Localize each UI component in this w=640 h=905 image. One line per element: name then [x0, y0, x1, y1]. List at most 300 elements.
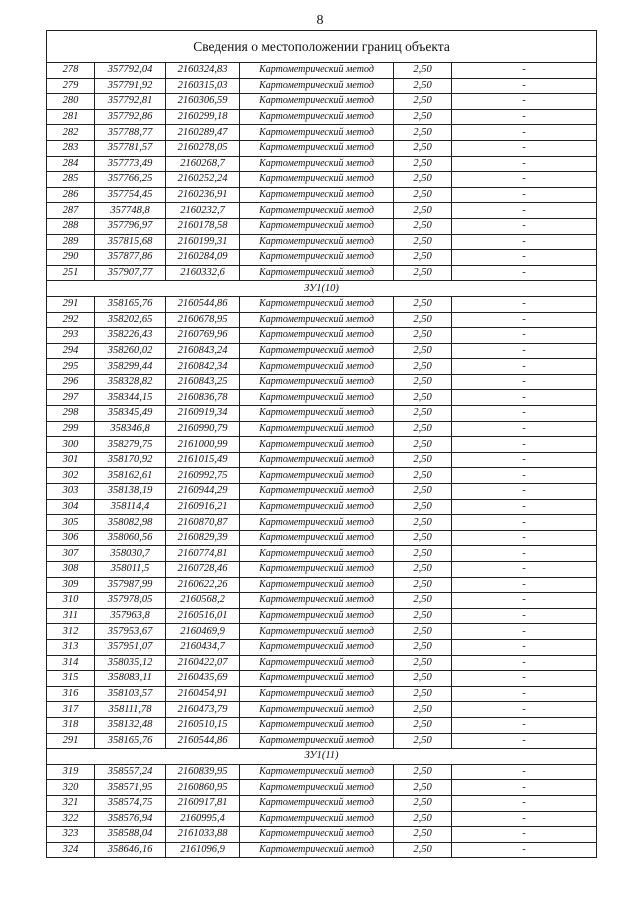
method-cell: Картометрический метод: [240, 437, 394, 453]
y-coordinate-cell: 2160232,7: [166, 203, 240, 219]
y-coordinate-cell: 2160916,21: [166, 499, 240, 515]
point-number-cell: 312: [47, 624, 95, 640]
point-number-cell: 302: [47, 468, 95, 484]
x-coordinate-cell: 358344,15: [95, 390, 166, 406]
table-row: [47, 406, 597, 422]
table-row: [47, 546, 597, 562]
y-coordinate-cell: 2160568,2: [166, 593, 240, 609]
point-number-cell: 305: [47, 515, 95, 531]
description-cell: -: [452, 764, 597, 780]
x-coordinate-cell: 358557,24: [95, 764, 166, 780]
point-number-cell: 280: [47, 94, 95, 110]
table-row: [47, 515, 597, 531]
y-coordinate-cell: 2160622,26: [166, 577, 240, 593]
method-cell: Картометрический метод: [240, 717, 394, 733]
y-coordinate-cell: 2160860,95: [166, 780, 240, 796]
x-coordinate-cell: 357773,49: [95, 156, 166, 172]
description-cell: -: [452, 733, 597, 749]
point-number-cell: 307: [47, 546, 95, 562]
y-coordinate-cell: 2160268,7: [166, 156, 240, 172]
method-cell: Картометрический метод: [240, 546, 394, 562]
method-cell: Картометрический метод: [240, 499, 394, 515]
table-title-row: [47, 31, 597, 63]
point-number-cell: 251: [47, 265, 95, 281]
point-number-cell: 283: [47, 140, 95, 156]
x-coordinate-cell: 358114,4: [95, 499, 166, 515]
accuracy-cell: 2,50: [394, 406, 452, 422]
accuracy-cell: 2,50: [394, 468, 452, 484]
method-cell: Картометрический метод: [240, 686, 394, 702]
point-number-cell: 322: [47, 811, 95, 827]
description-cell: -: [452, 421, 597, 437]
table-row: [47, 624, 597, 640]
y-coordinate-cell: 2160315,03: [166, 78, 240, 94]
point-number-cell: 297: [47, 390, 95, 406]
table-row: [47, 312, 597, 328]
point-number-cell: 285: [47, 172, 95, 188]
accuracy-cell: 2,50: [394, 842, 452, 858]
x-coordinate-cell: 358574,75: [95, 795, 166, 811]
x-coordinate-cell: 357792,86: [95, 109, 166, 125]
table-row: [47, 764, 597, 780]
method-cell: Картометрический метод: [240, 733, 394, 749]
accuracy-cell: 2,50: [394, 639, 452, 655]
x-coordinate-cell: 357978,05: [95, 593, 166, 609]
table-row: [47, 109, 597, 125]
method-cell: Картометрический метод: [240, 671, 394, 687]
y-coordinate-cell: 2160252,24: [166, 172, 240, 188]
accuracy-cell: 2,50: [394, 140, 452, 156]
x-coordinate-cell: 357907,77: [95, 265, 166, 281]
point-number-cell: 321: [47, 795, 95, 811]
description-cell: -: [452, 140, 597, 156]
point-number-cell: 295: [47, 359, 95, 375]
description-cell: -: [452, 577, 597, 593]
accuracy-cell: 2,50: [394, 795, 452, 811]
y-coordinate-cell: 2160324,83: [166, 63, 240, 79]
method-cell: Картометрический метод: [240, 702, 394, 718]
x-coordinate-cell: 358132,48: [95, 717, 166, 733]
accuracy-cell: 2,50: [394, 624, 452, 640]
table-row: [47, 484, 597, 500]
y-coordinate-cell: 2160473,79: [166, 702, 240, 718]
table-row: [47, 795, 597, 811]
accuracy-cell: 2,50: [394, 671, 452, 687]
accuracy-cell: 2,50: [394, 203, 452, 219]
description-cell: -: [452, 172, 597, 188]
method-cell: Картометрический метод: [240, 359, 394, 375]
point-number-cell: 317: [47, 702, 95, 718]
table-row: [47, 593, 597, 609]
table-row: [47, 608, 597, 624]
method-cell: Картометрический метод: [240, 140, 394, 156]
y-coordinate-cell: 2160434,7: [166, 639, 240, 655]
description-cell: -: [452, 562, 597, 578]
y-coordinate-cell: 2160306,59: [166, 94, 240, 110]
section-header-row: [47, 281, 597, 297]
x-coordinate-cell: 358588,04: [95, 827, 166, 843]
description-cell: -: [452, 827, 597, 843]
accuracy-cell: 2,50: [394, 546, 452, 562]
method-cell: Картометрический метод: [240, 63, 394, 79]
x-coordinate-cell: 357754,45: [95, 187, 166, 203]
table-row: [47, 343, 597, 359]
y-coordinate-cell: 2160769,96: [166, 328, 240, 344]
x-coordinate-cell: 358111,78: [95, 702, 166, 718]
table-row: [47, 390, 597, 406]
method-cell: Картометрический метод: [240, 624, 394, 640]
table-row: [47, 686, 597, 702]
y-coordinate-cell: 2160843,25: [166, 374, 240, 390]
accuracy-cell: 2,50: [394, 499, 452, 515]
y-coordinate-cell: 2160839,95: [166, 764, 240, 780]
point-number-cell: 315: [47, 671, 95, 687]
accuracy-cell: 2,50: [394, 359, 452, 375]
table-row: [47, 437, 597, 453]
y-coordinate-cell: 2160678,95: [166, 312, 240, 328]
point-number-cell: 311: [47, 608, 95, 624]
y-coordinate-cell: 2160870,87: [166, 515, 240, 531]
description-cell: -: [452, 125, 597, 141]
method-cell: Картометрический метод: [240, 639, 394, 655]
description-cell: -: [452, 156, 597, 172]
table-row: [47, 172, 597, 188]
accuracy-cell: 2,50: [394, 515, 452, 531]
accuracy-cell: 2,50: [394, 530, 452, 546]
accuracy-cell: 2,50: [394, 125, 452, 141]
table-row: [47, 577, 597, 593]
table-row: [47, 218, 597, 234]
method-cell: Картометрический метод: [240, 452, 394, 468]
y-coordinate-cell: 2160469,9: [166, 624, 240, 640]
description-cell: -: [452, 109, 597, 125]
table-row: [47, 639, 597, 655]
table-row: [47, 468, 597, 484]
description-cell: -: [452, 359, 597, 375]
x-coordinate-cell: 358011,5: [95, 562, 166, 578]
method-cell: Картометрический метод: [240, 328, 394, 344]
table-row: [47, 203, 597, 219]
x-coordinate-cell: 358345,49: [95, 406, 166, 422]
point-number-cell: 323: [47, 827, 95, 843]
accuracy-cell: 2,50: [394, 577, 452, 593]
table-row: [47, 359, 597, 375]
table-row: [47, 234, 597, 250]
section-label: ЗУ1(10): [47, 281, 597, 297]
y-coordinate-cell: 2160544,86: [166, 733, 240, 749]
method-cell: Картометрический метод: [240, 795, 394, 811]
accuracy-cell: 2,50: [394, 78, 452, 94]
accuracy-cell: 2,50: [394, 296, 452, 312]
accuracy-cell: 2,50: [394, 390, 452, 406]
y-coordinate-cell: 2160919,34: [166, 406, 240, 422]
y-coordinate-cell: 2160435,69: [166, 671, 240, 687]
x-coordinate-cell: 358082,98: [95, 515, 166, 531]
point-number-cell: 324: [47, 842, 95, 858]
point-number-cell: 303: [47, 484, 95, 500]
method-cell: Картометрический метод: [240, 515, 394, 531]
accuracy-cell: 2,50: [394, 811, 452, 827]
y-coordinate-cell: 2161033,88: [166, 827, 240, 843]
method-cell: Картометрический метод: [240, 780, 394, 796]
description-cell: -: [452, 530, 597, 546]
method-cell: Картометрический метод: [240, 296, 394, 312]
method-cell: Картометрический метод: [240, 484, 394, 500]
y-coordinate-cell: 2160510,15: [166, 717, 240, 733]
point-number-cell: 304: [47, 499, 95, 515]
table-row: [47, 187, 597, 203]
point-number-cell: 313: [47, 639, 95, 655]
x-coordinate-cell: 357796,97: [95, 218, 166, 234]
point-number-cell: 291: [47, 296, 95, 312]
accuracy-cell: 2,50: [394, 374, 452, 390]
boundary-table: [46, 30, 597, 858]
table-row: [47, 780, 597, 796]
x-coordinate-cell: 357963,8: [95, 608, 166, 624]
section-label: ЗУ1(11): [47, 749, 597, 765]
table-row: [47, 374, 597, 390]
x-coordinate-cell: 358162,61: [95, 468, 166, 484]
x-coordinate-cell: 358328,82: [95, 374, 166, 390]
accuracy-cell: 2,50: [394, 655, 452, 671]
point-number-cell: 286: [47, 187, 95, 203]
y-coordinate-cell: 2160836,78: [166, 390, 240, 406]
description-cell: -: [452, 686, 597, 702]
point-number-cell: 310: [47, 593, 95, 609]
description-cell: -: [452, 437, 597, 453]
x-coordinate-cell: 357987,99: [95, 577, 166, 593]
x-coordinate-cell: 358202,65: [95, 312, 166, 328]
x-coordinate-cell: 357791,92: [95, 78, 166, 94]
accuracy-cell: 2,50: [394, 437, 452, 453]
section-header-row: [47, 749, 597, 765]
x-coordinate-cell: 358165,76: [95, 296, 166, 312]
y-coordinate-cell: 2160236,91: [166, 187, 240, 203]
point-number-cell: 298: [47, 406, 95, 422]
table-row: [47, 811, 597, 827]
accuracy-cell: 2,50: [394, 234, 452, 250]
x-coordinate-cell: 358299,44: [95, 359, 166, 375]
method-cell: Картометрический метод: [240, 827, 394, 843]
x-coordinate-cell: 358035,12: [95, 655, 166, 671]
method-cell: Картометрический метод: [240, 187, 394, 203]
y-coordinate-cell: 2160284,09: [166, 250, 240, 266]
point-number-cell: 309: [47, 577, 95, 593]
accuracy-cell: 2,50: [394, 702, 452, 718]
y-coordinate-cell: 2160516,01: [166, 608, 240, 624]
table-row: [47, 125, 597, 141]
x-coordinate-cell: 358279,75: [95, 437, 166, 453]
method-cell: Картометрический метод: [240, 203, 394, 219]
y-coordinate-cell: 2160992,75: [166, 468, 240, 484]
point-number-cell: 318: [47, 717, 95, 733]
description-cell: -: [452, 328, 597, 344]
x-coordinate-cell: 357748,8: [95, 203, 166, 219]
method-cell: Картометрический метод: [240, 608, 394, 624]
description-cell: -: [452, 608, 597, 624]
accuracy-cell: 2,50: [394, 63, 452, 79]
method-cell: Картометрический метод: [240, 343, 394, 359]
description-cell: -: [452, 312, 597, 328]
accuracy-cell: 2,50: [394, 608, 452, 624]
description-cell: -: [452, 546, 597, 562]
method-cell: Картометрический метод: [240, 577, 394, 593]
accuracy-cell: 2,50: [394, 780, 452, 796]
y-coordinate-cell: 2160299,18: [166, 109, 240, 125]
point-number-cell: 289: [47, 234, 95, 250]
accuracy-cell: 2,50: [394, 764, 452, 780]
accuracy-cell: 2,50: [394, 265, 452, 281]
description-cell: -: [452, 296, 597, 312]
x-coordinate-cell: 357766,25: [95, 172, 166, 188]
accuracy-cell: 2,50: [394, 187, 452, 203]
accuracy-cell: 2,50: [394, 484, 452, 500]
method-cell: Картометрический метод: [240, 530, 394, 546]
description-cell: -: [452, 624, 597, 640]
method-cell: Картометрический метод: [240, 234, 394, 250]
y-coordinate-cell: 2160843,24: [166, 343, 240, 359]
method-cell: Картометрический метод: [240, 468, 394, 484]
table-row: [47, 296, 597, 312]
point-number-cell: 290: [47, 250, 95, 266]
method-cell: Картометрический метод: [240, 593, 394, 609]
method-cell: Картометрический метод: [240, 764, 394, 780]
table-row: [47, 655, 597, 671]
table-row: [47, 499, 597, 515]
x-coordinate-cell: 358103,57: [95, 686, 166, 702]
table-row: [47, 156, 597, 172]
description-cell: -: [452, 515, 597, 531]
description-cell: -: [452, 63, 597, 79]
description-cell: -: [452, 218, 597, 234]
accuracy-cell: 2,50: [394, 328, 452, 344]
accuracy-cell: 2,50: [394, 109, 452, 125]
description-cell: -: [452, 203, 597, 219]
description-cell: -: [452, 702, 597, 718]
description-cell: -: [452, 717, 597, 733]
method-cell: Картометрический метод: [240, 811, 394, 827]
y-coordinate-cell: 2160332,6: [166, 265, 240, 281]
method-cell: Картометрический метод: [240, 250, 394, 266]
method-cell: Картометрический метод: [240, 156, 394, 172]
description-cell: -: [452, 593, 597, 609]
y-coordinate-cell: 2160995,4: [166, 811, 240, 827]
method-cell: Картометрический метод: [240, 655, 394, 671]
y-coordinate-cell: 2160199,31: [166, 234, 240, 250]
y-coordinate-cell: 2160944,29: [166, 484, 240, 500]
point-number-cell: 294: [47, 343, 95, 359]
method-cell: Картометрический метод: [240, 406, 394, 422]
description-cell: -: [452, 499, 597, 515]
y-coordinate-cell: 2160842,34: [166, 359, 240, 375]
accuracy-cell: 2,50: [394, 172, 452, 188]
point-number-cell: 314: [47, 655, 95, 671]
y-coordinate-cell: 2161000,99: [166, 437, 240, 453]
y-coordinate-cell: 2160454,91: [166, 686, 240, 702]
x-coordinate-cell: 358170,92: [95, 452, 166, 468]
point-number-cell: 282: [47, 125, 95, 141]
x-coordinate-cell: 357877,86: [95, 250, 166, 266]
table-row: [47, 250, 597, 266]
y-coordinate-cell: 2160728,46: [166, 562, 240, 578]
description-cell: -: [452, 374, 597, 390]
method-cell: Картометрический метод: [240, 94, 394, 110]
accuracy-cell: 2,50: [394, 94, 452, 110]
table-row: [47, 562, 597, 578]
method-cell: Картометрический метод: [240, 172, 394, 188]
point-number-cell: 279: [47, 78, 95, 94]
description-cell: -: [452, 795, 597, 811]
accuracy-cell: 2,50: [394, 343, 452, 359]
table-row: [47, 265, 597, 281]
x-coordinate-cell: 358571,95: [95, 780, 166, 796]
point-number-cell: 278: [47, 63, 95, 79]
method-cell: Картометрический метод: [240, 125, 394, 141]
description-cell: -: [452, 406, 597, 422]
y-coordinate-cell: 2160990,79: [166, 421, 240, 437]
table-row: [47, 452, 597, 468]
table-row: [47, 827, 597, 843]
point-number-cell: 293: [47, 328, 95, 344]
point-number-cell: 291: [47, 733, 95, 749]
y-coordinate-cell: 2160917,81: [166, 795, 240, 811]
accuracy-cell: 2,50: [394, 562, 452, 578]
x-coordinate-cell: 357781,57: [95, 140, 166, 156]
table-row: [47, 671, 597, 687]
method-cell: Картометрический метод: [240, 109, 394, 125]
description-cell: -: [452, 842, 597, 858]
x-coordinate-cell: 358060,56: [95, 530, 166, 546]
method-cell: Картометрический метод: [240, 265, 394, 281]
y-coordinate-cell: 2160289,47: [166, 125, 240, 141]
accuracy-cell: 2,50: [394, 733, 452, 749]
y-coordinate-cell: 2161096,9: [166, 842, 240, 858]
table-row: [47, 717, 597, 733]
table-row: [47, 530, 597, 546]
x-coordinate-cell: 357788,77: [95, 125, 166, 141]
description-cell: -: [452, 78, 597, 94]
table-row: [47, 140, 597, 156]
table-row: [47, 421, 597, 437]
point-number-cell: 301: [47, 452, 95, 468]
x-coordinate-cell: 357792,04: [95, 63, 166, 79]
point-number-cell: 300: [47, 437, 95, 453]
accuracy-cell: 2,50: [394, 452, 452, 468]
x-coordinate-cell: 357951,07: [95, 639, 166, 655]
x-coordinate-cell: 358165,76: [95, 733, 166, 749]
table-row: [47, 842, 597, 858]
description-cell: -: [452, 390, 597, 406]
table-title: Сведения о местоположении границ объекта: [47, 31, 597, 63]
accuracy-cell: 2,50: [394, 686, 452, 702]
accuracy-cell: 2,50: [394, 421, 452, 437]
point-number-cell: 319: [47, 764, 95, 780]
accuracy-cell: 2,50: [394, 717, 452, 733]
x-coordinate-cell: 358260,02: [95, 343, 166, 359]
y-coordinate-cell: 2160278,05: [166, 140, 240, 156]
x-coordinate-cell: 357792,81: [95, 94, 166, 110]
method-cell: Картометрический метод: [240, 390, 394, 406]
description-cell: -: [452, 265, 597, 281]
description-cell: -: [452, 655, 597, 671]
y-coordinate-cell: 2160774,81: [166, 546, 240, 562]
table-row: [47, 733, 597, 749]
point-number-cell: 306: [47, 530, 95, 546]
description-cell: -: [452, 343, 597, 359]
description-cell: -: [452, 780, 597, 796]
x-coordinate-cell: 358083,11: [95, 671, 166, 687]
accuracy-cell: 2,50: [394, 156, 452, 172]
